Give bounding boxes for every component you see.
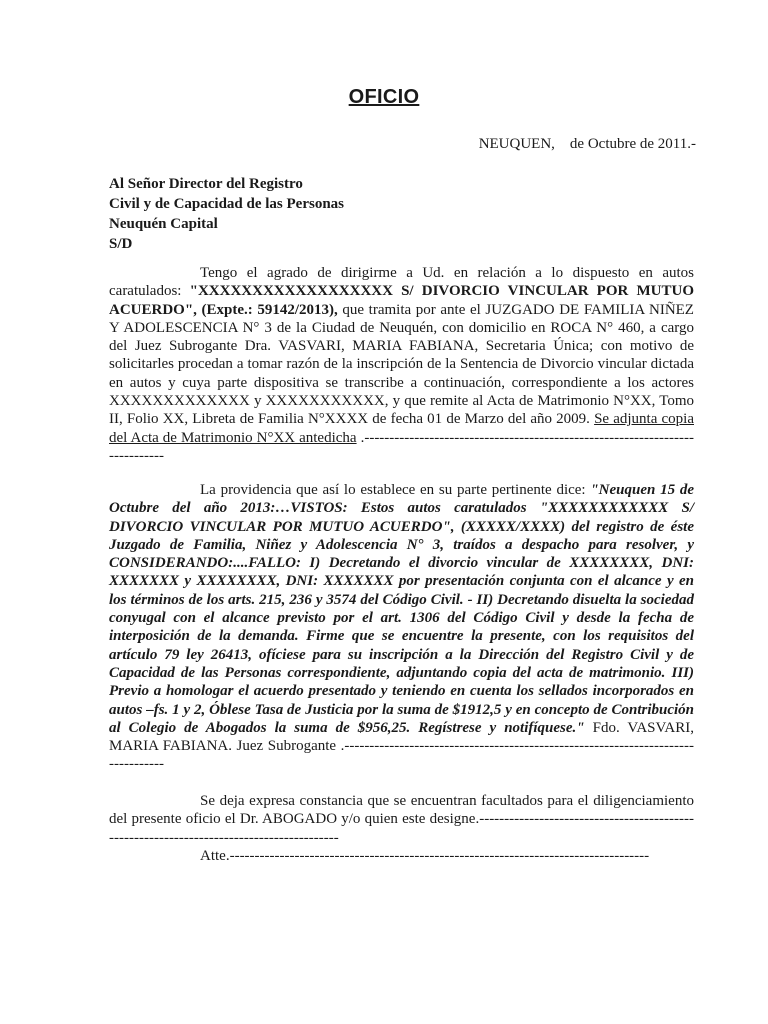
attachment-note: Se adjunta copia del Acta de Matrimonio N°XX antedicha [109, 411, 694, 446]
paragraph-closing [109, 847, 694, 865]
paragraph-request [109, 264, 694, 465]
paragraph-text: Tengo el agrado de dirigirme a Ud. en relación a lo dispuesto en autos caratulados: [109, 265, 694, 300]
signature-text: Fdo. VASVARI, MARIA FABIANA. Juez Subrogante .--------------------------------------------------------------------------------- [109, 719, 694, 773]
paragraph-ruling [109, 481, 694, 774]
addressee-block [109, 174, 344, 254]
addressee-line: S/D [109, 236, 133, 252]
closing-text: Atte.------------------------------------------------------------------------------------ [200, 848, 650, 864]
addressee-line: Al Señor Director del Registro [109, 176, 303, 192]
paragraph-authorization [109, 792, 694, 847]
dateline: NEUQUEN, de Octubre de 2011.- [478, 136, 696, 152]
case-caption: "XXXXXXXXXXXXXXXXXX S/ DIVORCIO VINCULAR POR MUTUO ACUERDO", (Expte.: 59142/2013), [109, 283, 694, 318]
paragraph-text: que tramita por ante el JUZGADO DE FAMILIA NIÑEZ Y ADOLESCENCIA N° 3 de la Ciudad de Neuquén, con domicilio en ROCA N° 460, a cargo del Juez Subrogante Dra. VASVARI, MARIA FABIANA, Secretaria Única; con motivo de solicitarles procedan a tomar razón de la inscripción de la Sentencia de Divorcio vincular dictada en autos y cuya parte dispositiva se transcribe a continuación, correspondiente a los actores XXXXXXXXXXXXX y XXXXXXXXXXX, y que remite al Acta de Matrimonio N°XX, Tomo II, Folio XX, Libreta de Familia N°XXXX de fecha 01 de Marzo del año 2009. [109, 301, 694, 428]
addressee-line: Civil y de Capacidad de las Personas [109, 196, 345, 212]
paragraph-dashes: .----------------------------------------------------------------------------- [109, 429, 695, 464]
addressee-line: Neuquén Capital [109, 216, 218, 232]
paragraph-text: La providencia que así lo establece en su parte pertinente dice: [200, 482, 591, 498]
ruling-quote: "Neuquen 15 de Octubre del año 2013:…VISTOS: Estos autos caratulados "XXXXXXXXXXXX S/ DIVORCIO VINCULAR POR MUTUO ACUERDO", (XXXXX/XXXX) del registro de éste Juzgado de Familia, Niñez y Adolescencia N° 3, traídos a despacho para resolver, y CONSIDERANDO:....FALLO: I) Decretando el divorcio vincular de XXXXXXXX, DNI: XXXXXXX y XXXXXXXX, DNI: XXXXXXX por presentación conjunta con el alcance y en los términos de los arts. 215, 236 y 3574 del Código Civil. - II) Decretando disuelta la sociedad conyugal con el alcance previsto por el art. 1306 del Código Civil y desde la fecha de interposición de la demanda. Firme que se encuentre la presente, con los requisitos del artículo 79 ley 26413, ofíciese para su inscripción a la Dirección del Registro Civil y de Capacidad de las Personas correspondiente, adjuntando copia del acta de matrimonio. III) Previo a homologar el acuerdo presentado y teniendo en cuenta los sellados incorporados en autos –fs. 1 y 2, Óblese Tasa de Justicia por la suma de $1912,5 y en concepto de Contribución al Colegio de Abogados la suma de $956,25. Regístrese y notifíquese." [109, 482, 694, 736]
document-title: OFICIO [348, 86, 420, 108]
paragraph-text: Se deja expresa constancia que se encuentran facultados para el diligenciamiento del presente oficio el Dr. ABOGADO y/o quien este designe.----------------------------------------------------------------------------------------- [109, 793, 694, 846]
